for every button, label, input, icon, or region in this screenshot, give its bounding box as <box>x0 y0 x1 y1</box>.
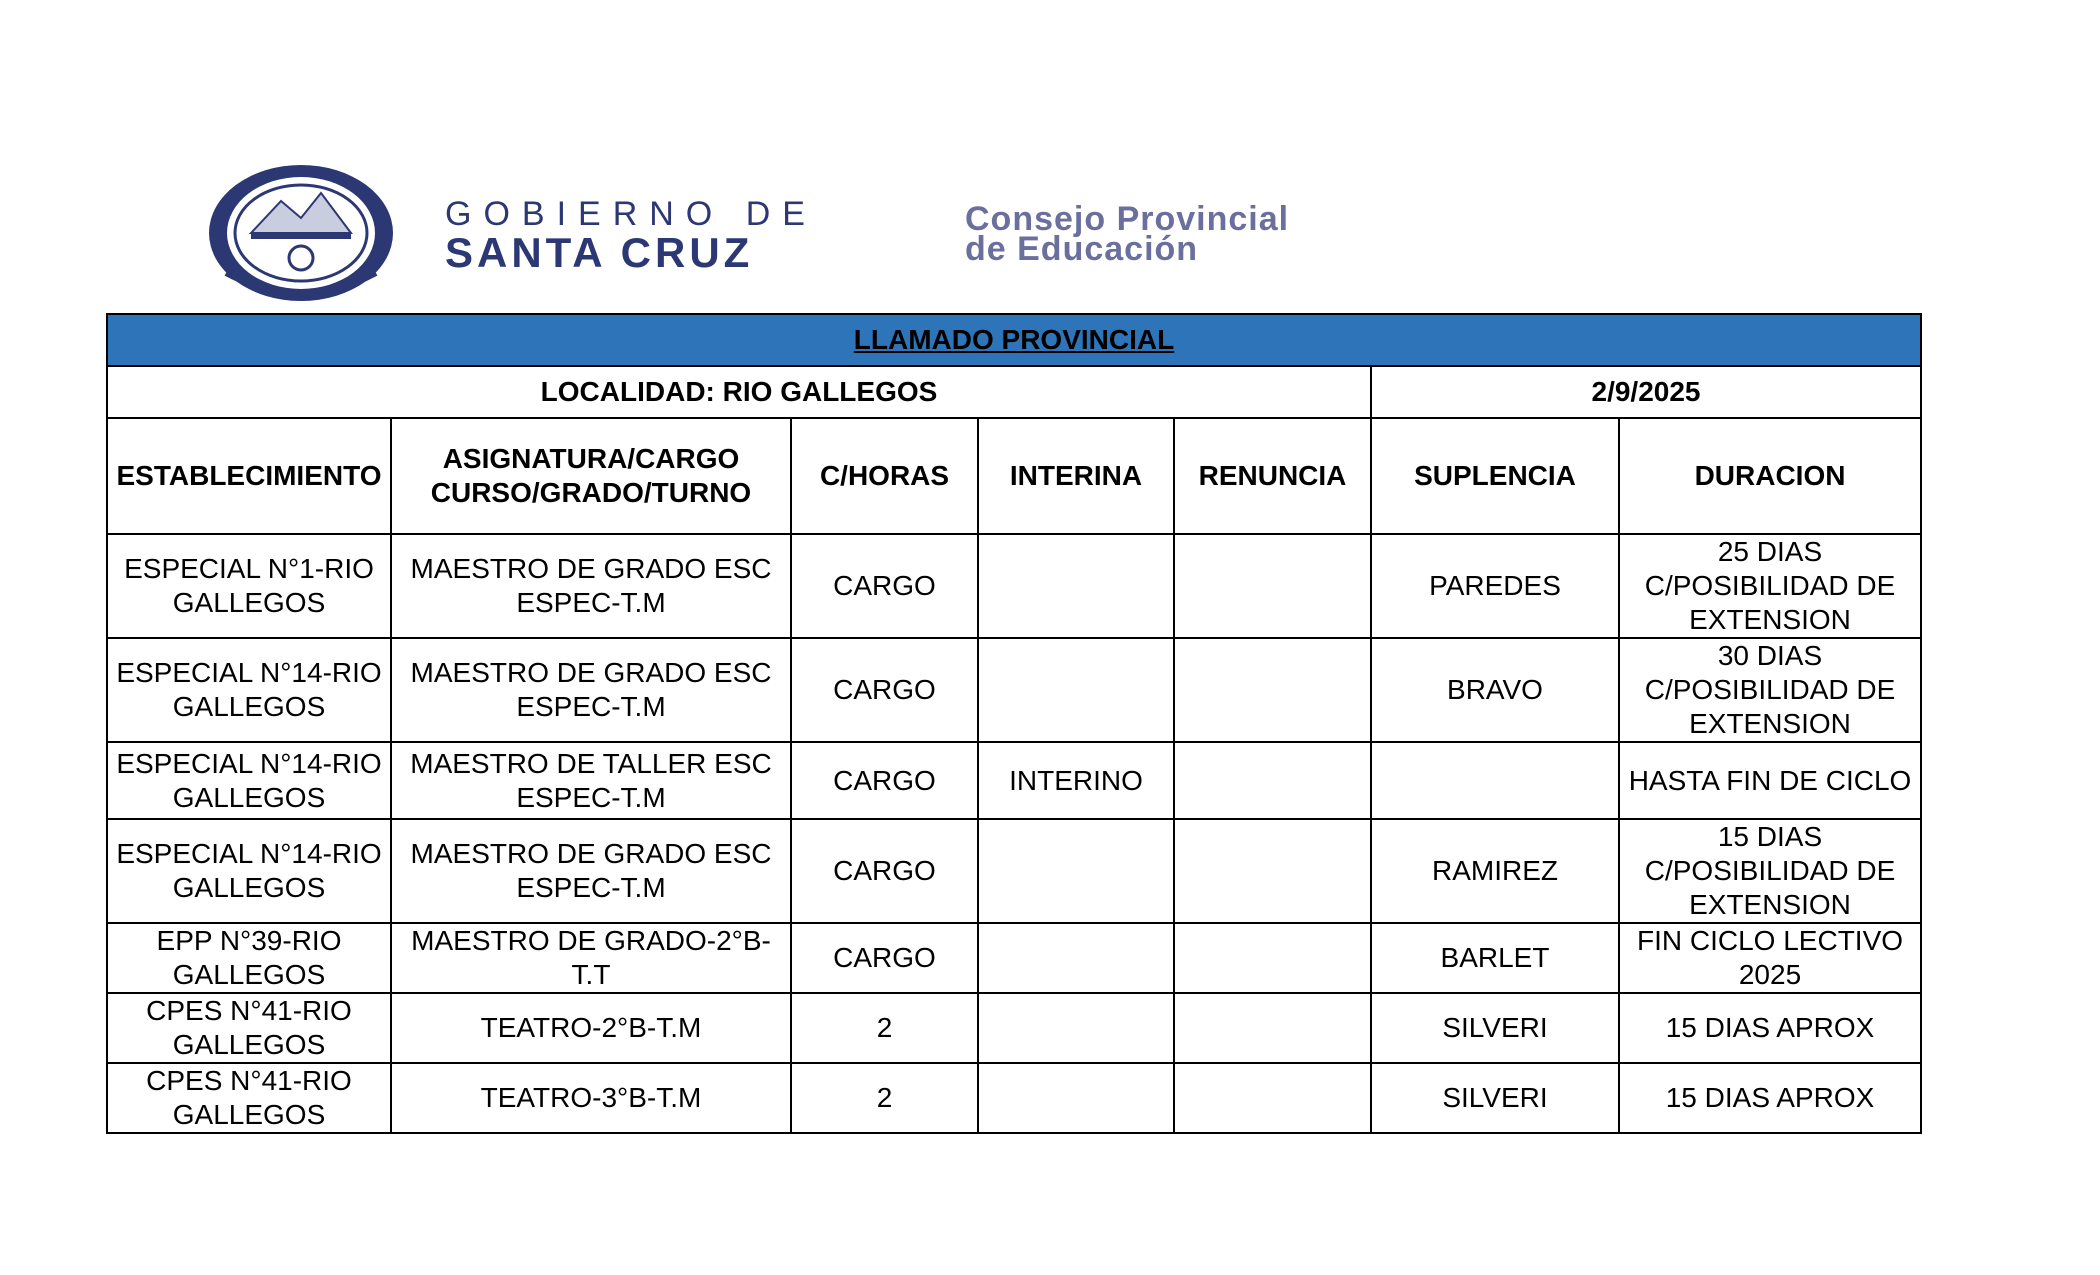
cell-duracion: 15 DIAS C/POSIBILIDAD DE EXTENSION <box>1619 819 1921 923</box>
cell-duracion: HASTA FIN DE CICLO <box>1619 742 1921 819</box>
column-header: INTERINA <box>978 418 1174 534</box>
cell-interina <box>978 534 1174 638</box>
cell-renuncia <box>1174 742 1371 819</box>
table-row <box>107 638 1921 742</box>
title-row <box>107 314 1921 366</box>
cell-renuncia <box>1174 993 1371 1063</box>
cell-horas: CARGO <box>791 742 978 819</box>
cell-suplencia: RAMIREZ <box>1371 819 1619 923</box>
org-name-line-2: de Educación <box>965 230 1199 268</box>
locality-label: LOCALIDAD: RIO GALLEGOS <box>107 366 1371 418</box>
cell-establecimiento: ESPECIAL N°14-RIO GALLEGOS <box>107 638 391 742</box>
cell-horas: 2 <box>791 1063 978 1133</box>
cell-duracion: 25 DIAS C/POSIBILIDAD DE EXTENSION <box>1619 534 1921 638</box>
table-row <box>107 923 1921 993</box>
cell-interina <box>978 819 1174 923</box>
column-header: DURACION <box>1619 418 1921 534</box>
cell-establecimiento: CPES N°41-RIO GALLEGOS <box>107 993 391 1063</box>
cell-asignatura: MAESTRO DE TALLER ESC ESPEC-T.M <box>391 742 791 819</box>
table-row <box>107 1063 1921 1133</box>
cell-horas: CARGO <box>791 638 978 742</box>
cell-asignatura: MAESTRO DE GRADO-2°B-T.T <box>391 923 791 993</box>
cell-renuncia <box>1174 923 1371 993</box>
cell-establecimiento: ESPECIAL N°14-RIO GALLEGOS <box>107 742 391 819</box>
cell-establecimiento: ESPECIAL N°1-RIO GALLEGOS <box>107 534 391 638</box>
cell-establecimiento: ESPECIAL N°14-RIO GALLEGOS <box>107 819 391 923</box>
cell-interina <box>978 923 1174 993</box>
cell-horas: CARGO <box>791 819 978 923</box>
cell-duracion: 15 DIAS APROX <box>1619 993 1921 1063</box>
table-row <box>107 819 1921 923</box>
cell-renuncia <box>1174 1063 1371 1133</box>
org-name-line-1: Consejo Provincial <box>965 200 1290 238</box>
cell-interina <box>978 993 1174 1063</box>
table-row <box>107 534 1921 638</box>
cell-renuncia <box>1174 638 1371 742</box>
cell-interina <box>978 638 1174 742</box>
cell-renuncia <box>1174 819 1371 923</box>
column-header: ASIGNATURA/CARGO CURSO/GRADO/TURNO <box>391 418 791 534</box>
cell-suplencia: SILVERI <box>1371 1063 1619 1133</box>
column-header: ESTABLECIMIENTO <box>107 418 391 534</box>
cell-establecimiento: CPES N°41-RIO GALLEGOS <box>107 1063 391 1133</box>
cell-asignatura: MAESTRO DE GRADO ESC ESPEC-T.M <box>391 638 791 742</box>
column-header: C/HORAS <box>791 418 978 534</box>
cell-duracion: 15 DIAS APROX <box>1619 1063 1921 1133</box>
cell-suplencia <box>1371 742 1619 819</box>
cell-horas: 2 <box>791 993 978 1063</box>
llamado-table <box>106 313 1922 1134</box>
cell-interina: INTERINO <box>978 742 1174 819</box>
locality-row <box>107 366 1921 418</box>
cell-duracion: 30 DIAS C/POSIBILIDAD DE EXTENSION <box>1619 638 1921 742</box>
cell-suplencia: BRAVO <box>1371 638 1619 742</box>
page-title: LLAMADO PROVINCIAL <box>107 314 1921 366</box>
cell-horas: CARGO <box>791 923 978 993</box>
logo-line-2: SANTA CRUZ <box>445 229 754 276</box>
cell-horas: CARGO <box>791 534 978 638</box>
province-seal-icon <box>206 163 396 303</box>
cell-renuncia <box>1174 534 1371 638</box>
cell-suplencia: PAREDES <box>1371 534 1619 638</box>
cell-interina <box>978 1063 1174 1133</box>
header-row <box>107 418 1921 534</box>
cell-suplencia: SILVERI <box>1371 993 1619 1063</box>
cell-duracion: FIN CICLO LECTIVO 2025 <box>1619 923 1921 993</box>
logo-line-1: GOBIERNO DE <box>445 195 817 233</box>
cell-establecimiento: EPP N°39-RIO GALLEGOS <box>107 923 391 993</box>
date-label: 2/9/2025 <box>1371 366 1921 418</box>
column-header: RENUNCIA <box>1174 418 1371 534</box>
cell-asignatura: TEATRO-3°B-T.M <box>391 1063 791 1133</box>
column-header: SUPLENCIA <box>1371 418 1619 534</box>
table-row <box>107 993 1921 1063</box>
cell-asignatura: TEATRO-2°B-T.M <box>391 993 791 1063</box>
header-logo-area <box>200 155 1400 305</box>
cell-suplencia: BARLET <box>1371 923 1619 993</box>
table-row <box>107 742 1921 819</box>
cell-asignatura: MAESTRO DE GRADO ESC ESPEC-T.M <box>391 819 791 923</box>
cell-asignatura: MAESTRO DE GRADO ESC ESPEC-T.M <box>391 534 791 638</box>
